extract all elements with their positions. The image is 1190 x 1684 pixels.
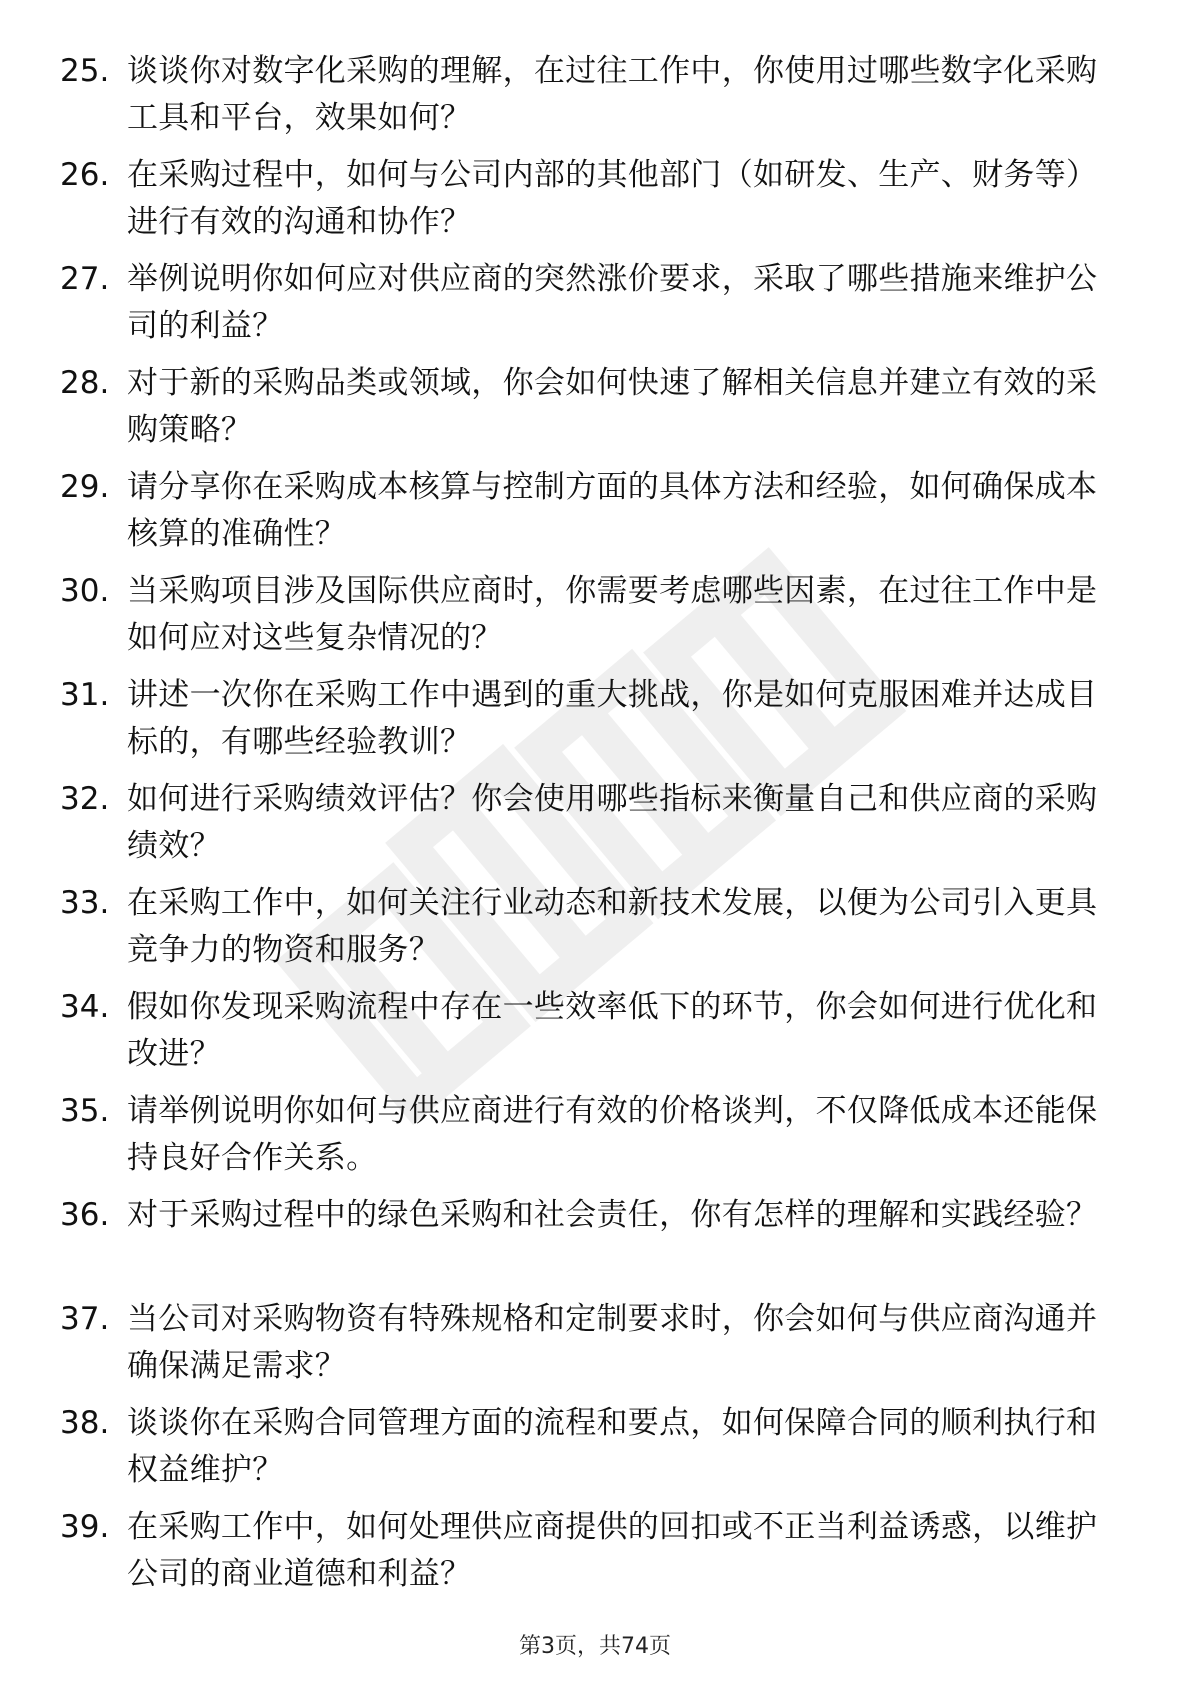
question-item <box>60 880 1110 984</box>
question-text: 在采购工作中，如何处理供应商提供的回扣或不正当利益诱惑，以维护公司的商业道德和利益？ <box>127 1509 1098 1592</box>
question-item <box>60 1400 1110 1504</box>
question-number: 33. <box>60 885 110 921</box>
question-text: 在采购工作中，如何关注行业动态和新技术发展，以便为公司引入更具竞争力的物资和服务？ <box>127 885 1098 968</box>
question-list <box>60 48 1110 1608</box>
question-number: 32. <box>60 781 110 817</box>
question-item <box>60 256 1110 360</box>
question-text: 谈谈你在采购合同管理方面的流程和要点，如何保障合同的顺利执行和权益维护？ <box>127 1405 1098 1488</box>
question-item <box>60 1192 1110 1296</box>
question-text: 讲述一次你在采购工作中遇到的重大挑战，你是如何克服困难并达成目标的，有哪些经验教训？ <box>127 677 1098 760</box>
question-text: 对于新的采购品类或领域，你会如何快速了解相关信息并建立有效的采购策略？ <box>127 365 1098 448</box>
question-number: 37. <box>60 1301 110 1337</box>
question-item <box>60 48 1110 152</box>
question-number: 39. <box>60 1509 110 1545</box>
question-number: 38. <box>60 1405 110 1441</box>
question-item <box>60 568 1110 672</box>
question-item <box>60 360 1110 464</box>
question-number: 26. <box>60 157 110 193</box>
question-text: 当采购项目涉及国际供应商时，你需要考虑哪些因素，在过往工作中是如何应对这些复杂情况的？ <box>127 573 1098 656</box>
question-text: 请举例说明你如何与供应商进行有效的价格谈判，不仅降低成本还能保持良好合作关系。 <box>127 1093 1098 1176</box>
page-number: 第3页，共74页 <box>519 1634 671 1659</box>
question-item <box>60 1296 1110 1400</box>
question-text: 假如你发现采购流程中存在一些效率低下的环节，你会如何进行优化和改进？ <box>127 989 1098 1072</box>
question-number: 28. <box>60 365 110 401</box>
question-item <box>60 152 1110 256</box>
question-number: 25. <box>60 53 110 89</box>
question-text: 如何进行采购绩效评估？你会使用哪些指标来衡量自己和供应商的采购绩效？ <box>127 781 1098 864</box>
question-number: 29. <box>60 469 110 505</box>
question-item <box>60 776 1110 880</box>
question-number: 36. <box>60 1197 110 1233</box>
question-item <box>60 1504 1110 1608</box>
question-text: 举例说明你如何应对供应商的突然涨价要求，采取了哪些措施来维护公司的利益？ <box>127 261 1098 344</box>
question-text: 请分享你在采购成本核算与控制方面的具体方法和经验，如何确保成本核算的准确性？ <box>127 469 1098 552</box>
question-text: 当公司对采购物资有特殊规格和定制要求时，你会如何与供应商沟通并确保满足需求？ <box>127 1301 1098 1384</box>
question-number: 31. <box>60 677 110 713</box>
question-text: 谈谈你对数字化采购的理解，在过往工作中，你使用过哪些数字化采购工具和平台，效果如何？ <box>127 53 1098 136</box>
question-item <box>60 464 1110 568</box>
question-number: 34. <box>60 989 110 1025</box>
question-item <box>60 672 1110 776</box>
question-number: 30. <box>60 573 110 609</box>
question-number: 35. <box>60 1093 110 1129</box>
question-item <box>60 984 1110 1088</box>
question-text: 在采购过程中，如何与公司内部的其他部门（如研发、生产、财务等）进行有效的沟通和协作？ <box>127 157 1098 240</box>
question-text: 对于采购过程中的绿色采购和社会责任，你有怎样的理解和实践经验？ <box>127 1197 1098 1233</box>
question-number: 27. <box>60 261 110 297</box>
question-item <box>60 1088 1110 1192</box>
